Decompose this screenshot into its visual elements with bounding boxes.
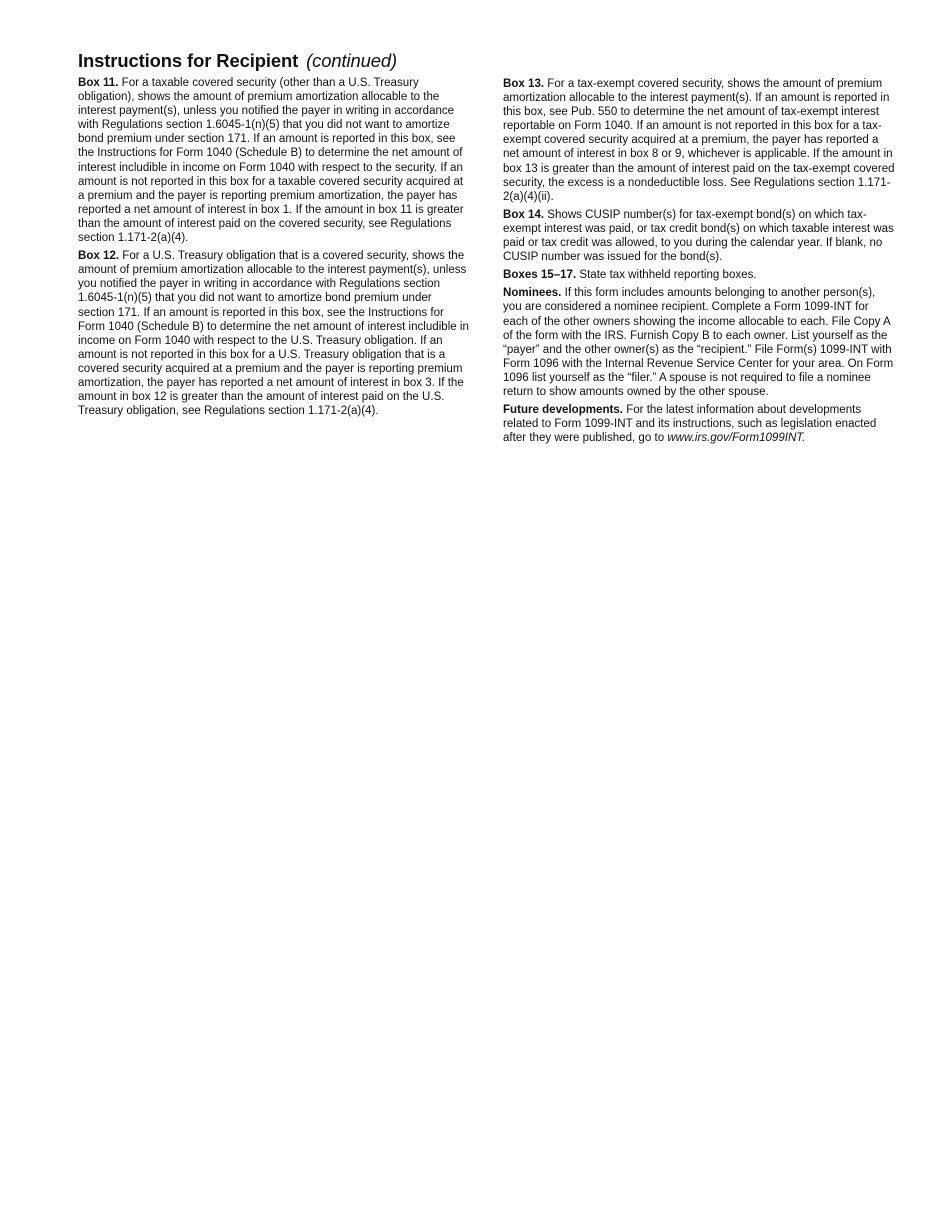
future-developments-paragraph <box>503 403 895 445</box>
boxes-15-17-paragraph <box>503 268 895 282</box>
box-11-text: For a taxable covered security (other than a U.S. Treasury obligation), shows the amount of premium amortization allocable to the interest payment(s), unless you notified the payer in writing in accordance with Regulations section 1.6045-1(n)(5) that you did not want to amortize bond premium under section 171. If an amount is reported in this box, see the Instructions for Form 1040 (Schedule B) to determine the net amount of interest includible in income on Form 1040 with respect to the security. If an amount is not reported in this box for a taxable covered security acquired at a premium and the payer is reporting premium amortization, the payer has reported a net amount of interest in box 1. If the amount in box 11 is greater than the amount of interest paid on the covered security, see Regulations section 1.171-2(a)(4). <box>78 77 464 245</box>
boxes-15-17-text: State tax withheld reporting boxes. <box>576 269 757 282</box>
box-12-label: Box 12. <box>78 250 120 263</box>
header-continued: (continued) <box>306 50 398 71</box>
left-column <box>78 76 470 422</box>
box-13-paragraph <box>503 77 895 204</box>
future-developments-label: Future developments. <box>503 404 623 417</box>
nominees-paragraph <box>503 286 895 399</box>
future-developments-text: For the latest information about developments related to Form 1099-INT and its instructions, such as legislation enacted after they were published, go to <box>503 404 877 445</box>
box-13-label: Box 13. <box>503 78 545 90</box>
irs-url-link[interactable]: www.irs.gov/Form1099INT. <box>667 432 806 445</box>
page-header <box>78 50 397 72</box>
box-14-paragraph <box>503 208 895 264</box>
box-11-paragraph <box>78 76 470 245</box>
header-title: Instructions for Recipient <box>78 50 299 71</box>
nominees-label: Nominees. <box>503 287 562 300</box>
box-14-text: Shows CUSIP number(s) for tax-exempt bond(s) on which tax-exempt interest was paid, or tax credit bond(s) on which taxable interest was paid or tax credit was allowed, to you during the calendar year. If blank, no CUSIP number was issued for the bond(s). <box>503 208 894 264</box>
right-column <box>503 77 895 449</box>
boxes-15-17-label: Boxes 15–17. <box>503 269 577 282</box>
box-13-text: For a tax-exempt covered security, shows the amount of premium amortization allocable to the interest payment(s). If an amount is reported in this box, see Pub. 550 to determine the net amount of tax-exempt interest reportable on Form 1040. If an amount is not reported in this box for a tax-exempt covered security acquired at a premium, the payer has reported a net amount of interest in box 8 or 9, whichever is applicable. If the amount in box 13 is greater than the amount of interest paid on the tax-exempt covered security, the excess is a nondeductible loss. See Regulations section 1.171-2(a)(4)(ii). <box>503 78 895 203</box>
box-12-text: For a U.S. Treasury obligation that is a covered security, shows the amount of premium amortization allocable to the interest payment(s), unless you notified the payer in writing in accordance with Regulations section 1.6045-1(n)(5) that you did not want to amortize bond premium under section 171. If an amount is reported in this box, see the Instructions for Form 1040 (Schedule B) to determine the net amount of interest includible in income on Form 1040 with respect to the U.S. Treasury obligation. If an amount is not reported in this box for a U.S. Treasury obligation that is a covered security acquired at a premium and the payer is reporting premium amortization, the payer has reported a net amount of interest in box 3. If the amount in box 12 is greater than the amount of interest paid on the U.S. Treasury obligation, see Regulations section 1.171-2(a)(4). <box>78 250 469 418</box>
box-12-paragraph <box>78 249 470 418</box>
box-11-label: Box 11. <box>78 77 119 89</box>
box-14-label: Box 14. <box>503 208 545 221</box>
nominees-text: If this form includes amounts belonging to another person(s), you are considered a nominee recipient. Complete a Form 1099-INT for each of the other owners showing the income allocable to each. File Copy A of the form with the IRS. Furnish Copy B to each owner. List yourself as the “payer” and the other owner(s) as the “recipient.” File Form(s) 1099-INT with Form 1096 with the Internal Revenue Service Center for your area. On Form 1096 list yourself as the “filer.” A spouse is not required to file a nominee return to show amounts owned by the other spouse. <box>503 287 894 398</box>
